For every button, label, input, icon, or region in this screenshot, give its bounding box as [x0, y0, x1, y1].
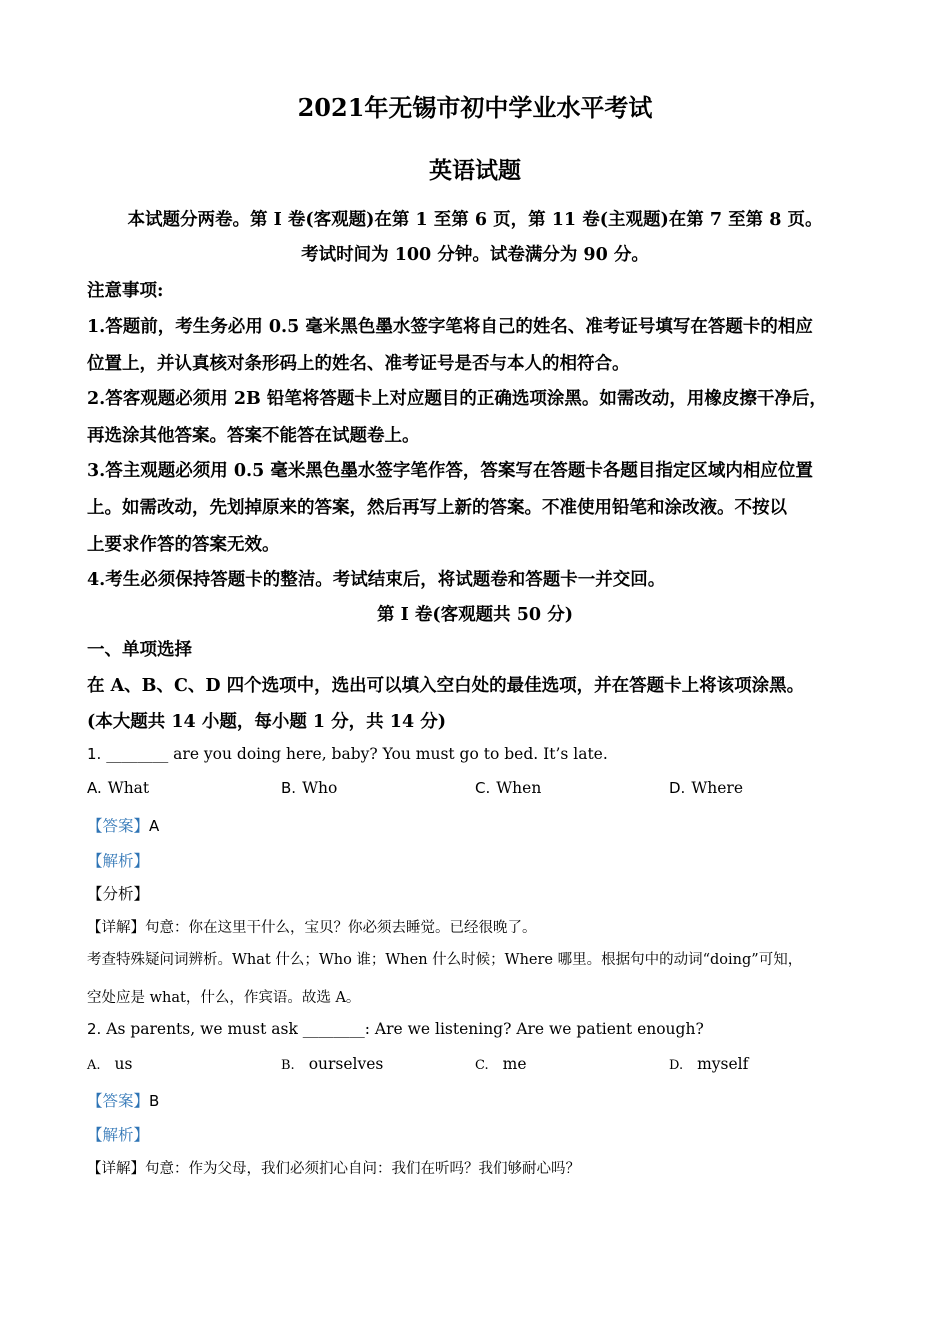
answer-value: A [149, 817, 160, 835]
question-2-option-c [475, 1055, 527, 1073]
part-instruction: 在 A、B、C、D 四个选项中，选出可以填入空白处的最佳选项，并在答题卡上将该项涂黑。 [87, 676, 805, 696]
note-line: 2.答客观题必须用 2B 铅笔将答题卡上对应题目的正确选项涂黑。如需改动，用橡皮擦干净后， [87, 389, 827, 409]
question-1-option-d [669, 779, 743, 797]
question-number: 1. [87, 745, 102, 763]
question-2-option-d [669, 1055, 748, 1073]
question-1-option-c [475, 779, 541, 797]
note-line: 上要求作答的答案无效。 [87, 535, 280, 555]
question-2-stem [87, 1020, 704, 1038]
option-text: When [496, 779, 542, 797]
intro-line-2: 考试时间为 100 分钟。试卷满分为 90 分。 [301, 245, 649, 265]
question-1-answer [87, 814, 159, 836]
volume-title: 第 I 卷(客观题共 50 分) [377, 605, 573, 625]
question-number: 2. [87, 1020, 102, 1038]
option-text: myself [697, 1055, 749, 1073]
part-count-note: (本大题共 14 小题，每小题 1 分，共 14 分) [87, 712, 446, 732]
question-1-explain-line: 考查特殊疑问词辨析。What 什么；Who 谁；When 什么时候；Where 哪里。根据句中的动词“doing”可知， [87, 952, 803, 968]
notes-heading: 注意事项: [87, 281, 164, 301]
question-1-analysis-label: 【解析】 [87, 852, 150, 870]
note-line: 4.考生必须保持答题卡的整洁。考试结束后，将试题卷和答题卡一并交回。 [87, 570, 666, 590]
option-letter: D. [669, 1058, 684, 1073]
option-letter: A. [87, 1058, 101, 1073]
note-line: 再选涂其他答案。答案不能答在试题卷上。 [87, 426, 420, 446]
part-title: 一、单项选择 [87, 640, 192, 660]
option-text: What [107, 779, 150, 797]
option-letter: C. [475, 1058, 489, 1073]
option-text: me [502, 1055, 527, 1073]
option-letter: B. [281, 1058, 295, 1073]
question-1-fenxi-label: 【分析】 [87, 885, 150, 903]
note-line: 3.答主观题必须用 0.5 毫米黑色墨水签字笔作答，答案写在答题卡各题目指定区域内相应位置 [87, 461, 813, 481]
question-2-answer [87, 1089, 159, 1111]
note-line: 位置上，并认真核对条形码上的姓名、准考证号是否与本人的相符合。 [87, 354, 630, 374]
exam-subtitle: 英语试题 [429, 157, 521, 184]
question-1-detail: 【详解】句意：你在这里干什么，宝贝？你必须去睡觉。已经很晚了。 [87, 920, 537, 936]
answer-label: 【答案】 [87, 1092, 150, 1110]
intro-line-1: 本试题分两卷。第 I 卷(客观题)在第 1 至第 6 页，第 11 卷(主观题)在第 7 至第 8 页。 [127, 210, 823, 230]
option-letter: D. [669, 779, 686, 797]
answer-label: 【答案】 [87, 817, 150, 835]
note-line: 上。如需改动，先划掉原来的答案，然后再写上新的答案。不准使用铅笔和涂改液。不按以 [87, 498, 787, 518]
option-text: Who [302, 779, 338, 797]
option-text: Where [691, 779, 743, 797]
option-letter: C. [475, 779, 491, 797]
question-1-option-b [281, 779, 337, 797]
question-2-option-a [87, 1055, 132, 1073]
question-1-option-a [87, 779, 149, 797]
question-text: ________ are you doing here, baby? You must go to bed. It’s late. [106, 745, 608, 763]
question-1-explain-line: 空处应是 what，什么，作宾语。故选 A。 [87, 990, 361, 1006]
option-letter: A. [87, 779, 102, 797]
option-text: ourselves [308, 1055, 384, 1073]
note-line: 1.答题前，考生务必用 0.5 毫米黑色墨水签字笔将自己的姓名、准考证号填写在答题卡的相应 [87, 317, 813, 337]
question-2-option-b [281, 1055, 383, 1073]
question-text: As parents, we must ask ________: Are we listening? Are we patient enough? [106, 1020, 704, 1038]
question-1-stem [87, 745, 608, 763]
question-2-analysis-label: 【解析】 [87, 1126, 150, 1144]
question-2-detail: 【详解】句意：作为父母，我们必须扪心自问：我们在听吗？我们够耐心吗？ [87, 1161, 580, 1177]
option-letter: B. [281, 779, 297, 797]
exam-title: 2021年无锡市初中学业水平考试 [297, 93, 653, 122]
answer-value: B [149, 1092, 160, 1110]
option-text: us [114, 1055, 133, 1073]
